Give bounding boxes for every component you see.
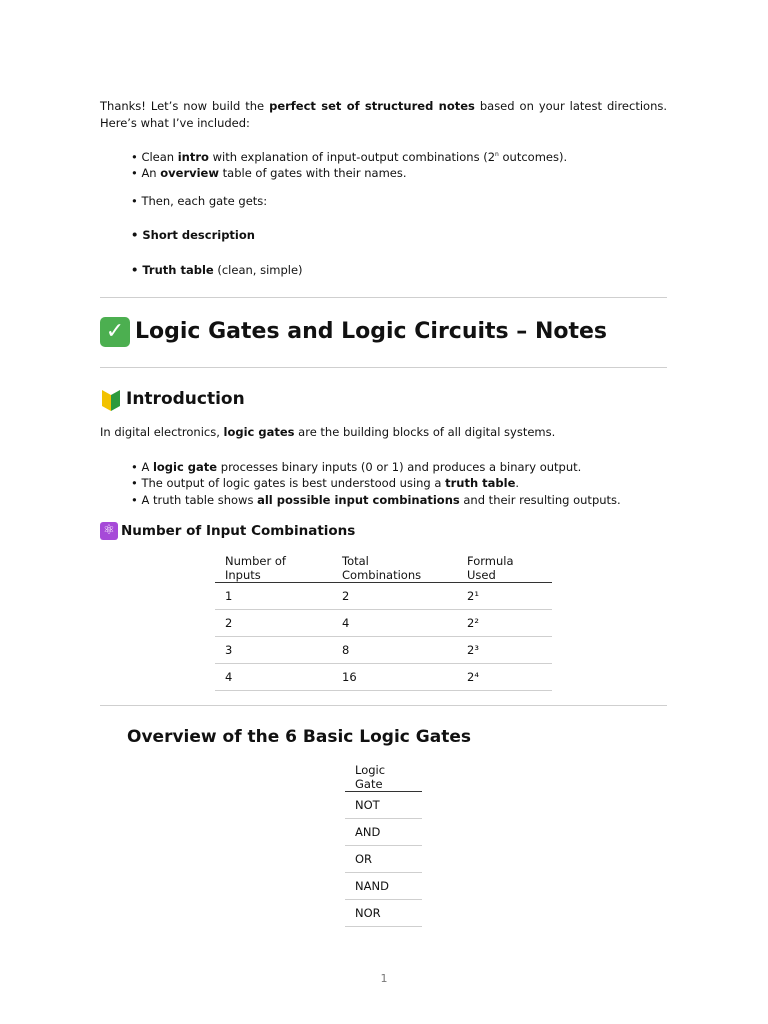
- table-cell: 1: [215, 583, 332, 610]
- intro-paragraph: Thanks! Let’s now build the perfect set of structured notes based on your latest directions. Here’s what I’ve included:: [100, 99, 667, 130]
- table-cell: 2²: [457, 610, 552, 637]
- table-cell: 2¹: [457, 583, 552, 610]
- introduction-bullet-1: • A logic gate processes binary inputs (0 or 1) and produces a binary output.: [131, 460, 582, 474]
- table-row: [345, 846, 422, 873]
- page-title: ✓ Logic Gates and Logic Circuits – Notes: [100, 314, 607, 350]
- check-mark-icon: ✓: [100, 317, 130, 347]
- table-row: [215, 583, 552, 610]
- intro-bullet-truth-table: • Truth table (clean, simple): [131, 263, 303, 277]
- table-header-row: [345, 763, 422, 792]
- table-cell: 8: [332, 637, 457, 664]
- table-cell: 4: [332, 610, 457, 637]
- divider: [100, 297, 667, 298]
- intro-bullet-each-gate: • Then, each gate gets:: [131, 194, 268, 208]
- table-cell: 2³: [457, 637, 552, 664]
- table-cell: NOT: [345, 792, 422, 819]
- table-cell: 4: [215, 664, 332, 691]
- table-row: [345, 900, 422, 927]
- combinations-table: [215, 554, 552, 691]
- table-row: [345, 873, 422, 900]
- column-header: Logic Gate: [345, 763, 422, 792]
- table-row: [215, 610, 552, 637]
- table-row: [345, 792, 422, 819]
- column-header: Total Combinations: [332, 554, 457, 583]
- column-header: Formula Used: [457, 554, 552, 583]
- introduction-heading: Introduction: [100, 385, 245, 413]
- table-cell: NAND: [345, 873, 422, 900]
- intro-bullet-short-description: • Short description: [131, 228, 255, 242]
- table-row: [345, 819, 422, 846]
- beginner-symbol-icon: [100, 386, 122, 412]
- introduction-bullet-3: • A truth table shows all possible input combinations and their resulting outputs.: [131, 493, 621, 507]
- intro-bullet-intro: • Clean intro with explanation of input-output combinations (2$^n$ outcomes).: [131, 150, 568, 164]
- table-cell: OR: [345, 846, 422, 873]
- table-cell: 2⁴: [457, 664, 552, 691]
- table-header-row: [215, 554, 552, 583]
- table-cell: 2: [215, 610, 332, 637]
- introduction-bullet-2: • The output of logic gates is best understood using a truth table.: [131, 476, 520, 490]
- page-number: 1: [380, 972, 388, 985]
- combinations-heading: ⚛ Number of Input Combinations: [100, 520, 355, 542]
- table-cell: 16: [332, 664, 457, 691]
- overview-table: [345, 763, 422, 927]
- table-cell: NOR: [345, 900, 422, 927]
- table-row: [215, 664, 552, 691]
- divider: [100, 367, 667, 368]
- atom-symbol-icon: ⚛: [100, 522, 118, 540]
- overview-heading: Overview of the 6 Basic Logic Gates: [127, 727, 472, 747]
- divider: [100, 705, 667, 706]
- table-cell: AND: [345, 819, 422, 846]
- table-cell: 2: [332, 583, 457, 610]
- table-cell: 3: [215, 637, 332, 664]
- intro-bullet-overview: • An overview table of gates with their names.: [131, 166, 407, 180]
- table-row: [215, 637, 552, 664]
- column-header: Number of Inputs: [215, 554, 332, 583]
- introduction-paragraph: In digital electronics, logic gates are the building blocks of all digital systems.: [100, 425, 556, 439]
